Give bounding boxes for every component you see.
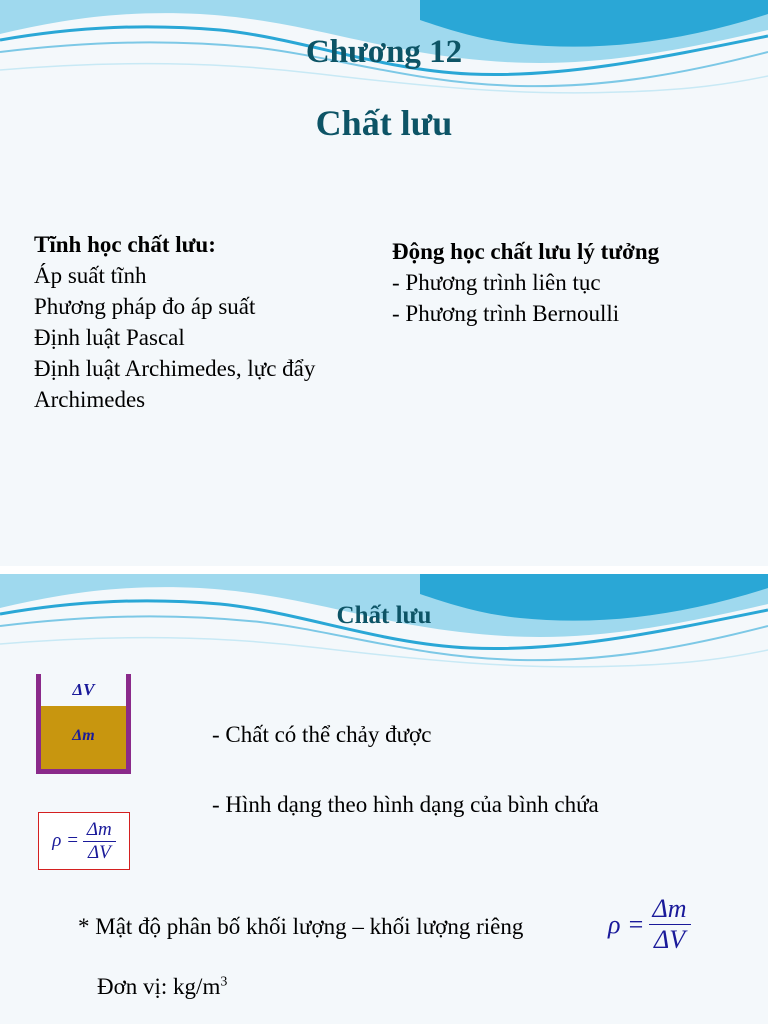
topic-item: Áp suất tĩnh: [34, 263, 147, 288]
unit-text: [97, 974, 227, 1000]
topic-item: Phương pháp đo áp suất: [34, 294, 256, 319]
dynamics-topics: [392, 236, 762, 329]
statics-heading: Tĩnh học chất lưu:: [34, 232, 216, 257]
slide-fluid: [0, 574, 768, 1024]
dynamics-heading: Động học chất lưu lý tưởng: [392, 239, 660, 264]
topic-item: - Phương trình Bernoulli: [392, 301, 620, 326]
density-text: * Mật độ phân bố khối lượng – khối lượng riêng: [78, 914, 524, 939]
topic-item: Archimedes: [34, 387, 146, 412]
bullet-item: - Chất có thể chảy được: [212, 722, 432, 747]
formula-denominator: ΔV: [87, 841, 111, 863]
bullet-item: - Hình dạng theo hình dạng của bình chứa: [212, 792, 599, 817]
formula-fraction: [83, 819, 116, 864]
beaker-bottom: [36, 769, 131, 774]
chapter-title: Chương 12: [305, 34, 463, 70]
slide-divider: [0, 566, 768, 574]
topic-item: Định luật Pascal: [34, 325, 185, 350]
formula-fraction: [649, 894, 691, 955]
statics-topics: [34, 229, 374, 415]
volume-label: ΔV: [72, 680, 95, 699]
density-formula-box: [38, 812, 130, 870]
formula-lhs: ρ =: [608, 909, 645, 939]
topic-item: - Phương trình liên tục: [392, 270, 601, 295]
topic-item: Định luật Archimedes, lực đẩy: [34, 356, 316, 381]
beaker-diagram: [36, 674, 131, 774]
formula-lhs: ρ =: [52, 830, 79, 851]
density-formula: [608, 894, 691, 955]
slide-title: Chất lưu: [336, 602, 432, 629]
formula-numerator: Δm: [83, 819, 116, 842]
unit-label: Đơn vị: kg/m: [97, 974, 221, 999]
mass-label: Δm: [72, 727, 95, 744]
formula-numerator: Δm: [649, 894, 691, 925]
slide-title: Chất lưu: [315, 103, 453, 143]
unit-exponent: 3: [220, 974, 228, 990]
formula-denominator: ΔV: [653, 925, 686, 954]
